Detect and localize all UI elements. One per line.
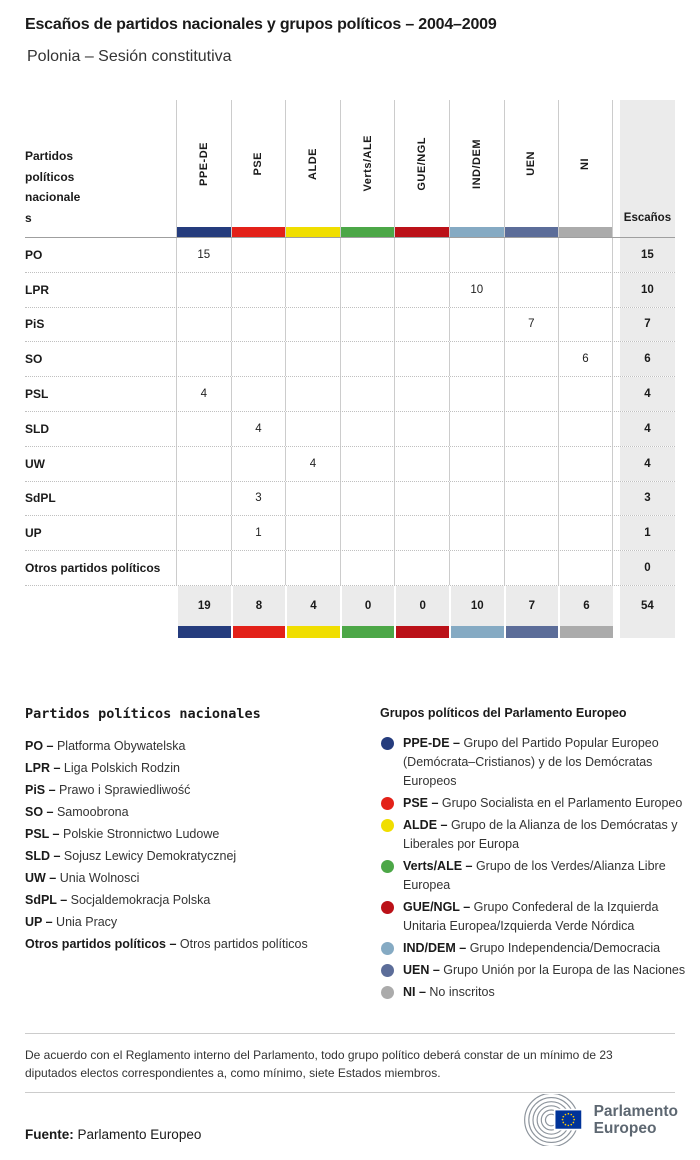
party-label bbox=[25, 273, 176, 307]
group-total-ind-dem: 10 bbox=[449, 586, 504, 626]
seat-cell-pse bbox=[231, 308, 286, 342]
legend-item-abbr: UP – bbox=[25, 915, 57, 929]
group-total-uen: 7 bbox=[504, 586, 559, 626]
table-header-row bbox=[25, 100, 675, 238]
group-color-band bbox=[395, 227, 449, 237]
legend-item-abbr: PSE – bbox=[403, 796, 442, 810]
legend-item-desc: Grupo del Partido Popular Europeo (Demócrata–Cristianos) y de los Demócratas Europeos bbox=[403, 736, 659, 788]
divider bbox=[25, 1092, 675, 1093]
ep-logo-text bbox=[594, 1103, 678, 1137]
column-header-rotated-label bbox=[505, 100, 559, 227]
ep-logo-line1: Parlamento bbox=[593, 1103, 678, 1120]
seat-cell-gue-ngl bbox=[394, 412, 449, 446]
column-spacer bbox=[613, 516, 620, 550]
page-title: Escaños de partidos nacionales y grupos políticos – 2004–2009 bbox=[25, 16, 497, 33]
legend-item-text bbox=[403, 794, 690, 813]
seat-cell-uen bbox=[504, 238, 559, 272]
bottom-color-band-uen bbox=[504, 626, 559, 638]
seat-cell-ind-dem: 10 bbox=[449, 273, 504, 307]
seat-cell-uen bbox=[504, 377, 559, 411]
seats-total-cell: 10 bbox=[620, 273, 675, 307]
party-label-text: SLD bbox=[25, 421, 49, 436]
seat-cell-ni bbox=[558, 516, 613, 550]
seat-cell-ppe-de bbox=[176, 447, 231, 481]
seat-cell-ppe-de bbox=[176, 482, 231, 516]
party-row-lpr bbox=[25, 273, 675, 308]
seat-cell-ind-dem bbox=[449, 412, 504, 446]
legend-item-abbr: SO – bbox=[25, 805, 57, 819]
legend-item-abbr: Verts/ALE – bbox=[403, 859, 476, 873]
group-color-dot-alde bbox=[381, 819, 394, 832]
legend-item-text bbox=[403, 898, 690, 936]
seat-cell-verts-ale bbox=[340, 377, 395, 411]
seat-cell-verts-ale bbox=[340, 447, 395, 481]
party-label bbox=[25, 412, 176, 446]
column-spacer bbox=[613, 586, 620, 626]
column-spacer bbox=[613, 412, 620, 446]
column-spacer bbox=[613, 100, 620, 237]
seats-total-cell: 0 bbox=[620, 551, 675, 585]
seat-cell-ni bbox=[558, 447, 613, 481]
legend-item-abbr: PSL – bbox=[25, 827, 63, 841]
legend-item-verts-ale bbox=[380, 857, 690, 895]
legend-item-lpr bbox=[25, 757, 360, 779]
seat-cell-ppe-de: 4 bbox=[176, 377, 231, 411]
seat-cell-gue-ngl bbox=[394, 482, 449, 516]
column-header-rotated-label bbox=[450, 100, 504, 227]
legend-item-up bbox=[25, 911, 360, 933]
seat-cell-alde: 4 bbox=[285, 447, 340, 481]
legend-item-desc: Grupo de la Alianza de los Demócratas y Liberales por Europa bbox=[403, 818, 678, 851]
seat-cell-pse: 3 bbox=[231, 482, 286, 516]
party-label bbox=[25, 516, 176, 550]
bottom-color-band-gue-ngl bbox=[394, 626, 449, 638]
national-parties-legend-items bbox=[25, 735, 360, 955]
seats-total-cell: 4 bbox=[620, 377, 675, 411]
seats-column-header: Escaños bbox=[620, 100, 675, 237]
seat-cell-verts-ale bbox=[340, 551, 395, 585]
seat-cell-alde bbox=[285, 551, 340, 585]
seat-cell-ind-dem bbox=[449, 551, 504, 585]
legend-item-pse bbox=[380, 794, 690, 813]
seat-cell-ppe-de bbox=[176, 516, 231, 550]
group-total-alde: 4 bbox=[285, 586, 340, 626]
legend-item-desc: Grupo Socialista en el Parlamento Europeo bbox=[441, 796, 683, 810]
column-header-text: PSE bbox=[252, 151, 265, 176]
seat-cell-ind-dem bbox=[449, 447, 504, 481]
group-total-gue-ngl: 0 bbox=[394, 586, 449, 626]
column-header-rotated-label bbox=[559, 100, 612, 227]
seat-cell-alde bbox=[285, 516, 340, 550]
seat-cell-gue-ngl bbox=[394, 273, 449, 307]
party-label bbox=[25, 447, 176, 481]
party-label-text: UP bbox=[25, 526, 42, 541]
seat-cell-gue-ngl bbox=[394, 377, 449, 411]
seat-cell-alde bbox=[285, 412, 340, 446]
column-header-text: PPE-DE bbox=[197, 141, 210, 186]
group-color-band bbox=[286, 227, 340, 237]
seats-column-footer bbox=[620, 626, 675, 638]
seat-cell-verts-ale bbox=[340, 238, 395, 272]
group-color-band bbox=[559, 227, 612, 237]
seat-cell-uen bbox=[504, 412, 559, 446]
eu-flag-icon bbox=[555, 1110, 582, 1130]
party-label-text: PiS bbox=[25, 317, 45, 332]
column-spacer bbox=[613, 377, 620, 411]
legend-item-ppe-de bbox=[380, 734, 690, 791]
column-header-pse bbox=[231, 100, 286, 237]
seat-cell-verts-ale bbox=[340, 273, 395, 307]
party-label-text: SdPL bbox=[25, 491, 56, 506]
legend-item-abbr: PiS – bbox=[25, 783, 60, 797]
group-color-dot-gue-ngl bbox=[381, 901, 394, 914]
column-header-rotated-label bbox=[232, 100, 286, 227]
legend-item-pis bbox=[25, 779, 360, 801]
seat-cell-uen bbox=[504, 447, 559, 481]
seat-cell-ppe-de: 15 bbox=[176, 238, 231, 272]
legend-item-uw bbox=[25, 867, 360, 889]
seats-total-cell: 1 bbox=[620, 516, 675, 550]
seat-cell-ni bbox=[558, 551, 613, 585]
seat-cell-ppe-de bbox=[176, 273, 231, 307]
group-total-pse: 8 bbox=[231, 586, 286, 626]
group-color-band bbox=[177, 227, 231, 237]
group-total-verts-ale: 0 bbox=[340, 586, 395, 626]
column-header-alde bbox=[285, 100, 340, 237]
party-label-text: PO bbox=[25, 247, 43, 262]
seat-cell-ind-dem bbox=[449, 308, 504, 342]
group-color-dot-pse bbox=[381, 797, 394, 810]
seat-cell-verts-ale bbox=[340, 308, 395, 342]
party-label-text: Otros partidos políticos bbox=[25, 561, 161, 576]
seat-cell-uen: 7 bbox=[504, 308, 559, 342]
party-label-text: LPR bbox=[25, 282, 49, 297]
national-parties-legend-title: Partidos políticos nacionales bbox=[25, 706, 261, 722]
legend-item-name: Platforma Obywatelska bbox=[56, 739, 186, 753]
party-label bbox=[25, 342, 176, 376]
seat-cell-pse bbox=[231, 377, 286, 411]
seat-cell-pse bbox=[231, 342, 286, 376]
seats-total-cell: 6 bbox=[620, 342, 675, 376]
legend-item-abbr: SLD – bbox=[25, 849, 64, 863]
bottom-color-band-ppe-de bbox=[176, 626, 231, 638]
seat-cell-uen bbox=[504, 342, 559, 376]
column-header-rotated-label bbox=[177, 100, 231, 227]
seat-cell-ppe-de bbox=[176, 551, 231, 585]
table-body bbox=[25, 238, 675, 586]
footnote-text: De acuerdo con el Reglamento interno del Parlamento, todo grupo político deberá constar de un mínimo de 23 diputados electos correspondientes a, como mínimo, siete Estados miembros. bbox=[25, 1048, 613, 1080]
seat-cell-alde bbox=[285, 308, 340, 342]
party-label bbox=[25, 482, 176, 516]
divider bbox=[25, 1033, 675, 1034]
legend-item-abbr: IND/DEM – bbox=[403, 941, 470, 955]
seat-cell-ppe-de bbox=[176, 342, 231, 376]
legend-item-text bbox=[403, 939, 690, 958]
political-groups-legend-title: Grupos políticos del Parlamento Europeo bbox=[380, 706, 627, 720]
seat-cell-alde bbox=[285, 377, 340, 411]
grand-total-cell: 54 bbox=[620, 586, 675, 626]
seat-cell-pse bbox=[231, 238, 286, 272]
seat-cell-alde bbox=[285, 342, 340, 376]
legend-item-abbr: NI – bbox=[403, 985, 430, 999]
column-spacer bbox=[613, 308, 620, 342]
seats-table bbox=[25, 100, 675, 638]
legend-item-abbr: Otros partidos políticos – bbox=[25, 937, 180, 951]
seat-cell-pse bbox=[231, 551, 286, 585]
seat-cell-gue-ngl bbox=[394, 447, 449, 481]
seat-cell-pse bbox=[231, 447, 286, 481]
seat-cell-alde bbox=[285, 238, 340, 272]
seat-cell-ind-dem bbox=[449, 238, 504, 272]
ep-logo-line2: Europeo bbox=[593, 1120, 657, 1137]
band-label-cell bbox=[25, 626, 176, 638]
legend-item-name: Socjaldemokracja Polska bbox=[70, 893, 211, 907]
group-color-dot-ni bbox=[381, 986, 394, 999]
group-color-band bbox=[232, 227, 286, 237]
column-spacer bbox=[613, 238, 620, 272]
column-header-ppe-de bbox=[176, 100, 231, 237]
column-spacer bbox=[613, 342, 620, 376]
seat-cell-gue-ngl bbox=[394, 516, 449, 550]
seats-total-cell: 7 bbox=[620, 308, 675, 342]
column-header-text: ALDE bbox=[306, 147, 319, 180]
totals-row bbox=[25, 586, 675, 626]
column-header-uen bbox=[504, 100, 559, 237]
seat-cell-uen bbox=[504, 516, 559, 550]
row-header-label: Partidos políticos nacionales bbox=[25, 149, 81, 225]
seat-cell-pse: 1 bbox=[231, 516, 286, 550]
seat-cell-alde bbox=[285, 273, 340, 307]
bottom-color-band-ni bbox=[558, 626, 613, 638]
color-band-row bbox=[25, 626, 675, 638]
totals-label-cell bbox=[25, 586, 176, 626]
party-row-sld bbox=[25, 412, 675, 447]
seats-total-cell: 3 bbox=[620, 482, 675, 516]
legend-item-abbr: ALDE – bbox=[403, 818, 451, 832]
party-row-po bbox=[25, 238, 675, 273]
column-header-ind-dem bbox=[449, 100, 504, 237]
seat-cell-ni bbox=[558, 308, 613, 342]
source-text: Parlamento Europeo bbox=[77, 1127, 202, 1142]
ep-logo bbox=[518, 1094, 678, 1146]
seat-cell-gue-ngl bbox=[394, 551, 449, 585]
legend-item-name: Otros partidos políticos bbox=[179, 937, 308, 951]
legend-item-text bbox=[403, 983, 690, 1002]
legend-item-otros-partidos-pol-ticos bbox=[25, 933, 360, 955]
column-spacer bbox=[613, 447, 620, 481]
legend-item-ni bbox=[380, 983, 690, 1002]
legend-item-name: Unia Pracy bbox=[56, 915, 118, 929]
seat-cell-uen bbox=[504, 273, 559, 307]
seat-cell-pse: 4 bbox=[231, 412, 286, 446]
party-label bbox=[25, 238, 176, 272]
source-line bbox=[25, 1127, 201, 1142]
seat-cell-ni bbox=[558, 377, 613, 411]
seat-cell-ind-dem bbox=[449, 342, 504, 376]
group-color-band bbox=[505, 227, 559, 237]
column-spacer bbox=[613, 482, 620, 516]
legend-item-text bbox=[403, 961, 690, 980]
column-header-rotated-label bbox=[341, 100, 395, 227]
column-header-text: IND/DEM bbox=[470, 138, 483, 189]
legend-item-uen bbox=[380, 961, 690, 980]
seat-cell-uen bbox=[504, 482, 559, 516]
bottom-color-band-pse bbox=[231, 626, 286, 638]
row-header-cell bbox=[25, 100, 176, 237]
legend-item-desc: Grupo de los Verdes/Alianza Libre Europea bbox=[403, 859, 666, 892]
group-total-ni: 6 bbox=[558, 586, 613, 626]
seats-total-cell: 4 bbox=[620, 447, 675, 481]
seat-cell-gue-ngl bbox=[394, 342, 449, 376]
seat-cell-verts-ale bbox=[340, 412, 395, 446]
seat-cell-ni bbox=[558, 412, 613, 446]
legend-item-name: Unia Wolnosci bbox=[59, 871, 140, 885]
seat-cell-ppe-de bbox=[176, 308, 231, 342]
seat-cell-verts-ale bbox=[340, 482, 395, 516]
column-spacer bbox=[613, 551, 620, 585]
column-header-text: GUE/NGL bbox=[416, 136, 429, 191]
party-row-up bbox=[25, 516, 675, 551]
seat-cell-verts-ale bbox=[340, 516, 395, 550]
legend-item-sld bbox=[25, 845, 360, 867]
seat-cell-alde bbox=[285, 482, 340, 516]
party-row-psl bbox=[25, 377, 675, 412]
legend-item-text bbox=[403, 816, 690, 854]
party-label-text: PSL bbox=[25, 387, 49, 402]
column-header-text: NI bbox=[579, 157, 592, 170]
legend-item-desc: Grupo Confederal de la Izquierda Unitaria Europea/Izquierda Verde Nórdica bbox=[403, 900, 659, 933]
party-label bbox=[25, 377, 176, 411]
seat-cell-ppe-de bbox=[176, 412, 231, 446]
group-color-dot-ppe-de bbox=[381, 737, 394, 750]
legend-item-name: Liga Polskich Rodzin bbox=[63, 761, 180, 775]
legend-item-text bbox=[403, 734, 690, 791]
group-color-band bbox=[341, 227, 395, 237]
legend-item-psl bbox=[25, 823, 360, 845]
column-header-rotated-label bbox=[395, 100, 449, 227]
legend-item-desc: Grupo Independencia/Democracia bbox=[469, 941, 661, 955]
party-label bbox=[25, 308, 176, 342]
group-total-ppe-de: 19 bbox=[176, 586, 231, 626]
seat-cell-ni bbox=[558, 482, 613, 516]
legend-item-so bbox=[25, 801, 360, 823]
group-color-band bbox=[450, 227, 504, 237]
legend-item-alde bbox=[380, 816, 690, 854]
group-color-dot-verts-ale bbox=[381, 860, 394, 873]
group-color-dot-uen bbox=[381, 964, 394, 977]
party-label-text: SO bbox=[25, 352, 43, 367]
column-spacer bbox=[613, 273, 620, 307]
seat-cell-ni bbox=[558, 273, 613, 307]
legend-item-abbr: PPE-DE – bbox=[403, 736, 464, 750]
seat-cell-ind-dem bbox=[449, 377, 504, 411]
legend-item-text bbox=[403, 857, 690, 895]
seat-cell-gue-ngl bbox=[394, 308, 449, 342]
column-header-text: Verts/ALE bbox=[361, 135, 374, 192]
seats-total-cell: 15 bbox=[620, 238, 675, 272]
seat-cell-ni bbox=[558, 238, 613, 272]
legend-item-sdpl bbox=[25, 889, 360, 911]
seat-cell-pse bbox=[231, 273, 286, 307]
legend-item-name: Prawo i Sprawiedliwość bbox=[59, 783, 191, 797]
national-parties-legend bbox=[25, 706, 360, 955]
party-label bbox=[25, 551, 176, 585]
seat-cell-ind-dem bbox=[449, 516, 504, 550]
legend-item-abbr: UW – bbox=[25, 871, 60, 885]
bottom-color-band-alde bbox=[285, 626, 340, 638]
party-row-so bbox=[25, 342, 675, 377]
legend-item-name: Samoobrona bbox=[56, 805, 129, 819]
party-row-otros-partidos-pol-ticos bbox=[25, 551, 675, 586]
source-label: Fuente: bbox=[25, 1127, 74, 1142]
hemicycle-icon bbox=[518, 1094, 585, 1146]
column-header-text: UEN bbox=[525, 151, 538, 176]
bottom-color-band-verts-ale bbox=[340, 626, 395, 638]
seat-cell-ni: 6 bbox=[558, 342, 613, 376]
legend-item-po bbox=[25, 735, 360, 757]
party-row-uw bbox=[25, 447, 675, 482]
party-label-text: UW bbox=[25, 456, 45, 471]
legend-item-name: Polskie Stronnictwo Ludowe bbox=[62, 827, 220, 841]
legend-item-desc: Grupo Unión por la Europa de las Naciones bbox=[443, 963, 686, 977]
legend-item-gue-ngl bbox=[380, 898, 690, 936]
legend-item-ind-dem bbox=[380, 939, 690, 958]
legend-item-desc: No inscritos bbox=[429, 985, 495, 999]
legend-item-abbr: GUE/NGL – bbox=[403, 900, 474, 914]
party-row-pis bbox=[25, 308, 675, 343]
column-header-gue-ngl bbox=[394, 100, 449, 237]
column-header-ni bbox=[558, 100, 613, 237]
seat-cell-verts-ale bbox=[340, 342, 395, 376]
column-header-verts-ale bbox=[340, 100, 395, 237]
seat-cell-gue-ngl bbox=[394, 238, 449, 272]
group-color-dot-ind-dem bbox=[381, 942, 394, 955]
column-header-rotated-label bbox=[286, 100, 340, 227]
political-groups-legend bbox=[380, 706, 690, 1005]
legend-item-abbr: SdPL – bbox=[25, 893, 71, 907]
page-subtitle: Polonia – Sesión constitutiva bbox=[27, 48, 232, 65]
legend-item-name: Sojusz Lewicy Demokratycznej bbox=[63, 849, 237, 863]
legend-item-abbr: UEN – bbox=[403, 963, 444, 977]
party-row-sdpl bbox=[25, 482, 675, 517]
legend-item-abbr: PO – bbox=[25, 739, 57, 753]
seats-total-cell: 4 bbox=[620, 412, 675, 446]
legend-item-abbr: LPR – bbox=[25, 761, 64, 775]
political-groups-legend-items bbox=[380, 734, 690, 1002]
column-spacer bbox=[613, 626, 620, 638]
seat-cell-ind-dem bbox=[449, 482, 504, 516]
bottom-color-band-ind-dem bbox=[449, 626, 504, 638]
seat-cell-uen bbox=[504, 551, 559, 585]
